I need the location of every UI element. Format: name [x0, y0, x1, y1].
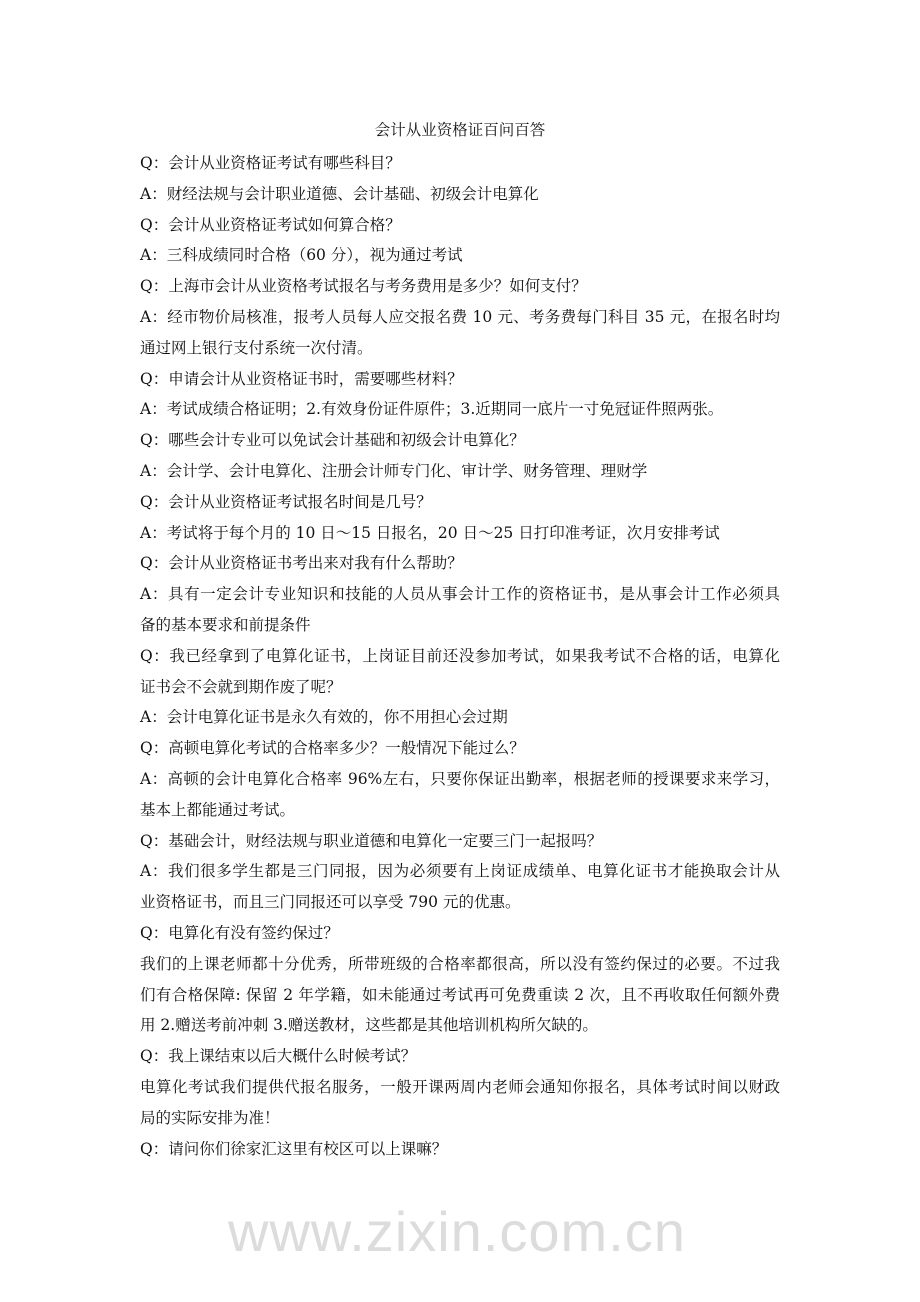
question-line: Q：会计从业资格证考试如何算合格？ — [140, 215, 401, 234]
question-line: Q：我已经拿到了电算化证书，上岗证目前还没参加考试，如果我考试不合格的话，电算化 — [140, 646, 780, 665]
question-line: 证书会不会就到期作废了呢？ — [140, 677, 342, 696]
answer-line: A：具有一定会计专业知识和技能的人员从事会计工作的资格证书，是从事会计工作必须具 — [140, 585, 780, 604]
question-line: Q：请问你们徐家汇这里有校区可以上课嘛？ — [140, 1139, 448, 1158]
answer-line: A：会计电算化证书是永久有效的，你不用担心会过期 — [140, 708, 508, 727]
question-line: Q：会计从业资格证书考出来对我有什么帮助？ — [140, 554, 463, 573]
answer-line: A：三科成绩同时合格（60 分），视为通过考试 — [140, 246, 463, 265]
answer-line: 用 2.赠送考前冲刺 3.赠送教材，这些都是其他培训机构所欠缺的。 — [140, 1016, 598, 1035]
answer-line: A：考试成绩合格证明；2.有效身份证件原件；3.近期同一底片一寸免冠证件照两张。 — [140, 400, 724, 419]
answer-line: 通过网上银行支付系统一次付清。 — [140, 338, 373, 357]
answer-line: 我们的上课老师都十分优秀，所带班级的合格率都很高，所以没有签约保过的必要。不过我 — [140, 954, 780, 973]
document-title: 会计从业资格证百问百答 — [374, 121, 546, 139]
answer-line: A：经市物价局核准，报考人员每人应交报名费 10 元、考务费每门科目 35 元，在报名时均 — [140, 308, 780, 326]
question-line: Q：基础会计，财经法规与职业道德和电算化一定要三门一起报吗？ — [140, 831, 603, 850]
watermark: www.zixin.com.cn — [228, 1200, 686, 1263]
question-line: Q：会计从业资格证考试报名时间是几号？ — [140, 492, 432, 511]
answer-line: 业资格证书，而且三门同报还可以享受 790 元的优惠。 — [140, 893, 521, 912]
answer-line: 备的基本要求和前提条件 — [140, 616, 311, 634]
question-line: Q：高顿电算化考试的合格率多少？一般情况下能过么？ — [140, 739, 525, 758]
answer-line: 局的实际安排为准！ — [140, 1108, 280, 1127]
answer-line: 们有合格保障: 保留 2 年学籍，如未能通过考试再可免费重读 2 次，且不再收取任何额外费 — [140, 985, 780, 1004]
question-line: Q：我上课结束以后大概什么时候考试？ — [140, 1047, 417, 1066]
question-line: Q：申请会计从业资格证书时，需要哪些材料？ — [140, 369, 463, 388]
question-line: Q：哪些会计专业可以免试会计基础和初级会计电算化？ — [140, 431, 525, 450]
answer-line: 电算化考试我们提供代报名服务，一般开课两周内老师会通知你报名，具体考试时间以财政 — [140, 1078, 780, 1096]
answer-line: 基本上都能通过考试。 — [140, 800, 296, 819]
question-line: Q：电算化有没有签约保过？ — [140, 924, 339, 942]
question-line: Q：会计从业资格证考试有哪些科目？ — [140, 154, 401, 172]
answer-line: A：考试将于每个月的 10 日～15 日报名，20 日～25 日打印准考证，次月安排考试 — [140, 523, 720, 542]
answer-line: A：我们很多学生都是三门同报，因为必须要有上岗证成绩单、电算化证书才能换取会计从 — [140, 862, 780, 881]
answer-line: A：高顿的会计电算化合格率 96%左右，只要你保证出勤率，根据老师的授课要求来学习， — [140, 770, 780, 788]
question-line: Q：上海市会计从业资格考试报名与考务费用是多少？如何支付？ — [140, 277, 587, 296]
answer-line: A：财经法规与会计职业道德、会计基础、初级会计电算化 — [140, 184, 539, 203]
answer-line: A：会计学、会计电算化、注册会计师专门化、审计学、财务管理、理财学 — [140, 462, 648, 480]
